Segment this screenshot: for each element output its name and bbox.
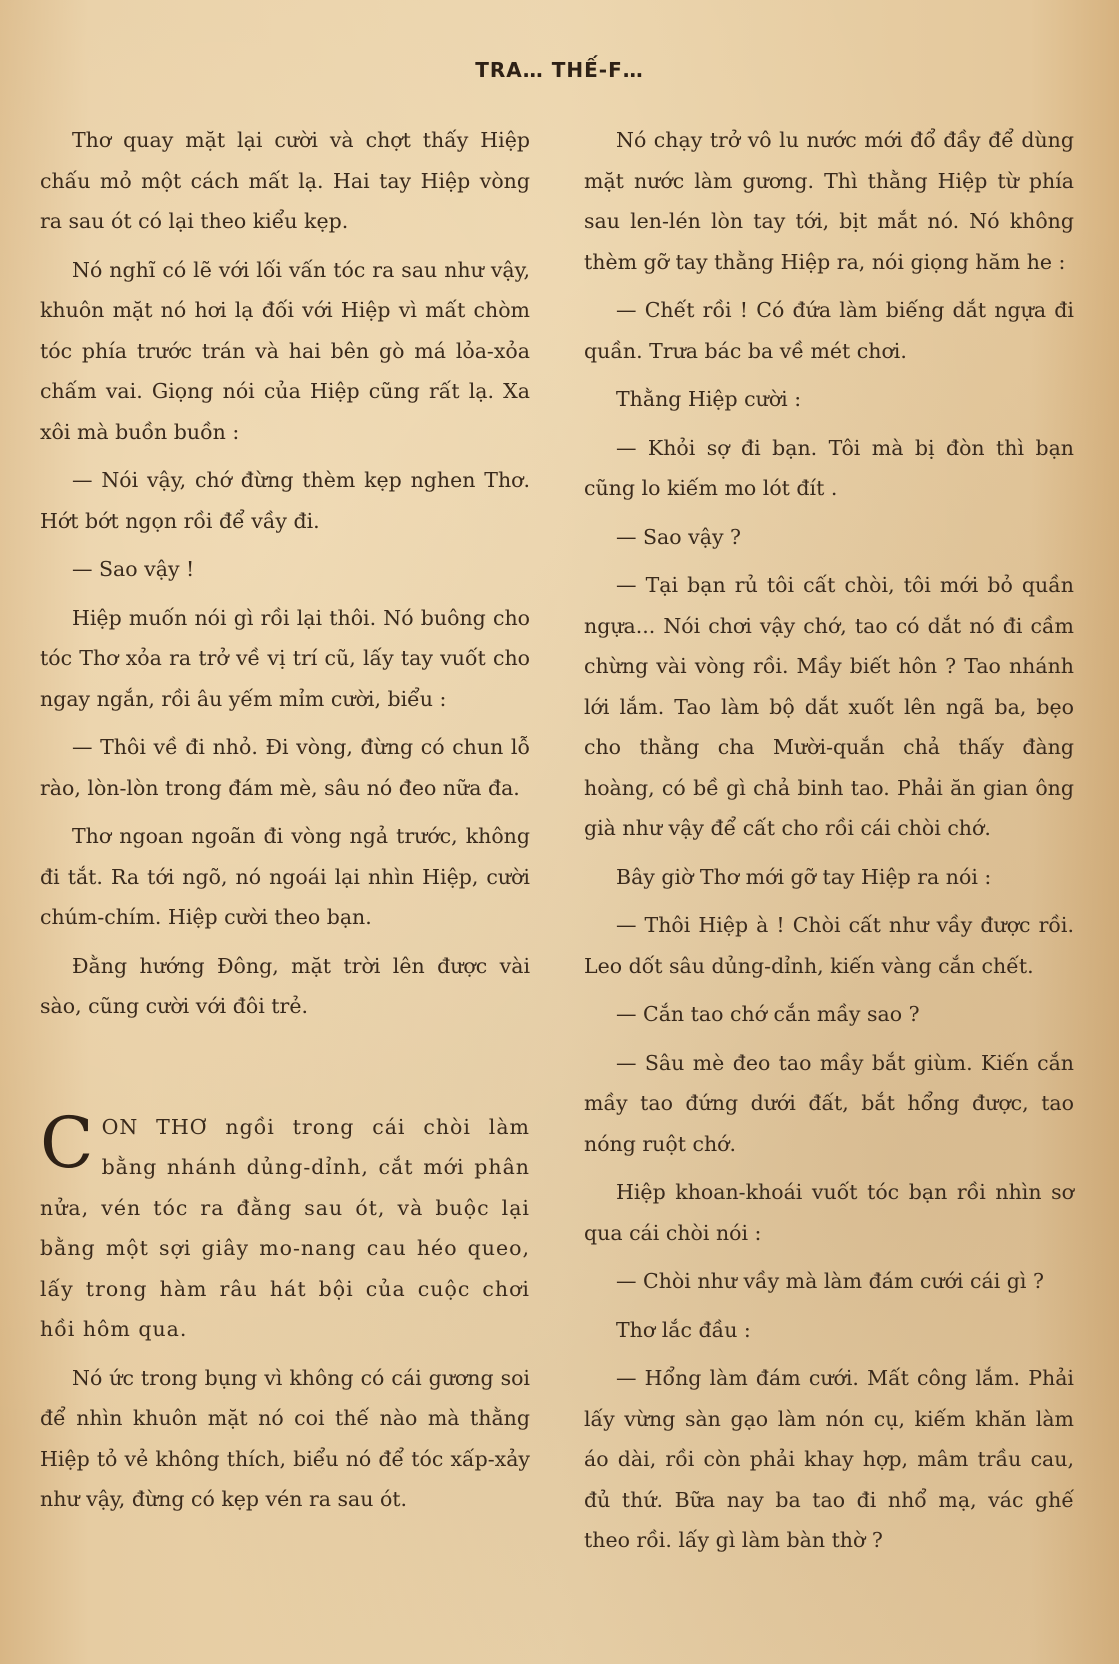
paragraph: Thơ lắc đầu : [616, 1317, 751, 1342]
paragraph: Hiệp muốn nói gì rồi lại thôi. Nó buông cho tóc Thơ xỏa ra trở về vị trí cũ, lấy tay vuốt cho ngay ngắn, rồi âu yếm mỉm cười, biểu : [40, 605, 530, 711]
paragraph: — Chết rồi ! Có đứa làm biếng dắt ngựa đi quần. Trưa bác ba về mét chơi. [584, 298, 1074, 363]
paragraph: — Sâu mè đeo tao mầy bắt giùm. Kiến cắn mầy tao đứng dưới đất, bắt hổng được, tao nóng ruột chớ. [584, 1050, 1074, 1156]
paragraph: — Nói vậy, chớ đừng thèm kẹp nghen Thơ. Hớt bớt ngọn rồi để vầy đi. [40, 468, 530, 533]
paragraph: Nó chạy trở vô lu nước mới đổ đầy để dùng mặt nước làm gương. Thì thằng Hiệp từ phía sau len-lén lòn tay tới, bịt mắt nó. Nó không thèm gỡ tay thằng Hiệp ra, nói giọng hăm he : [584, 128, 1074, 274]
paragraph: Đằng hướng Đông, mặt trời lên được vài sào, cũng cười với đôi trẻ. [40, 953, 530, 1018]
section-break [40, 1035, 530, 1107]
paragraph: — Khỏi sợ đi bạn. Tôi mà bị đòn thì bạn cũng lo kiếm mo lót đít . [584, 435, 1074, 500]
section-start [40, 1101, 530, 1350]
paragraph: Bây giờ Thơ mới gỡ tay Hiệp ra nói : [616, 864, 992, 889]
running-header: TRA… THẾ-F… [475, 58, 644, 82]
drop-cap: C [40, 1101, 94, 1184]
paragraph: — Hổng làm đám cưới. Mất công lắm. Phải lấy vừng sàn gạo làm nón cụ, kiếm khăn làm áo dài, rồi còn phải khay hợp, mâm trầu cau, đủ thứ. Bữa nay ba tao đi nhổ mạ, vác ghế theo rồi. lấy gì làm bàn thờ ? [584, 1366, 1074, 1552]
paragraph: — Chòi như vầy mà làm đám cưới cái gì ? [616, 1269, 1044, 1293]
right-column [584, 120, 1074, 1569]
paragraph: Hiệp khoan-khoái vuốt tóc bạn rồi nhìn sơ qua cái chòi nói : [584, 1180, 1074, 1245]
paragraph: ON THƠ ngồi trong cái chòi làm bằng nhánh dủng-dỉnh, cắt mới phân nửa, vén tóc ra đằng sau ót, và buộc lại bằng một sợi giây mo-nang cau héo queo, lấy trong hàm râu hát bội của cuộc chơi hồi hôm qua. [40, 1114, 530, 1341]
paragraph: — Thôi Hiệp à ! Chòi cất như vầy được rồi. Leo dốt sâu dủng-dỉnh, kiến vàng cắn chết. [584, 913, 1074, 978]
paragraph: — Sao vậy ? [616, 524, 742, 549]
paragraph: Thơ ngoan ngoãn đi vòng ngả trước, không đi tắt. Ra tới ngõ, nó ngoái lại nhìn Hiệp, cười chúm-chím. Hiệp cười theo bạn. [40, 824, 530, 929]
paragraph: — Thôi về đi nhỏ. Đi vòng, đừng có chun lỗ rào, lòn-lòn trong đám mè, sâu nó đeo nữa đa. [40, 735, 530, 800]
paragraph: Thơ quay mặt lại cười và chợt thấy Hiệp chấu mỏ một cách mất lạ. Hai tay Hiệp vòng ra sau ót có lại theo kiểu kẹp. [40, 128, 530, 233]
paragraph: Nó nghĩ có lẽ với lối vấn tóc ra sau như vậy, khuôn mặt nó hơi lạ đối với Hiệp vì mất chòm tóc phía trước trán và hai bên gò má lỏa-xỏa chấm vai. Giọng nói của Hiệp cũng rất lạ. Xa xôi mà buồn buồn : [40, 257, 530, 444]
paragraph: Nó ức trong bụng vì không có cái gương soi để nhìn khuôn mặt nó coi thế nào mà thằng Hiệp tỏ vẻ không thích, biểu nó để tóc xấp-xảy như vậy, đừng có kẹp vén ra sau ót. [40, 1365, 530, 1511]
paragraph: — Tại bạn rủ tôi cất chòi, tôi mới bỏ quần ngựa... Nói chơi vậy chớ, tao có dắt nó đi cầm chừng vài vòng rồi. Mầy biết hôn ? Tao nhánh lới lắm. Tao làm bộ dắt xuốt lên ngã ba, bẹo cho thằng cha Mười-quắn chả thấy đàng hoàng, có bề gì chả binh tao. Phải ăn gian ông già như vậy để cất cho rồi cái chòi chớ. [584, 573, 1074, 840]
paragraph: Thằng Hiệp cười : [616, 387, 802, 411]
left-column [40, 120, 530, 1528]
paragraph: — Cắn tao chớ cắn mầy sao ? [616, 1002, 920, 1026]
paragraph: — Sao vậy ! [72, 557, 195, 581]
